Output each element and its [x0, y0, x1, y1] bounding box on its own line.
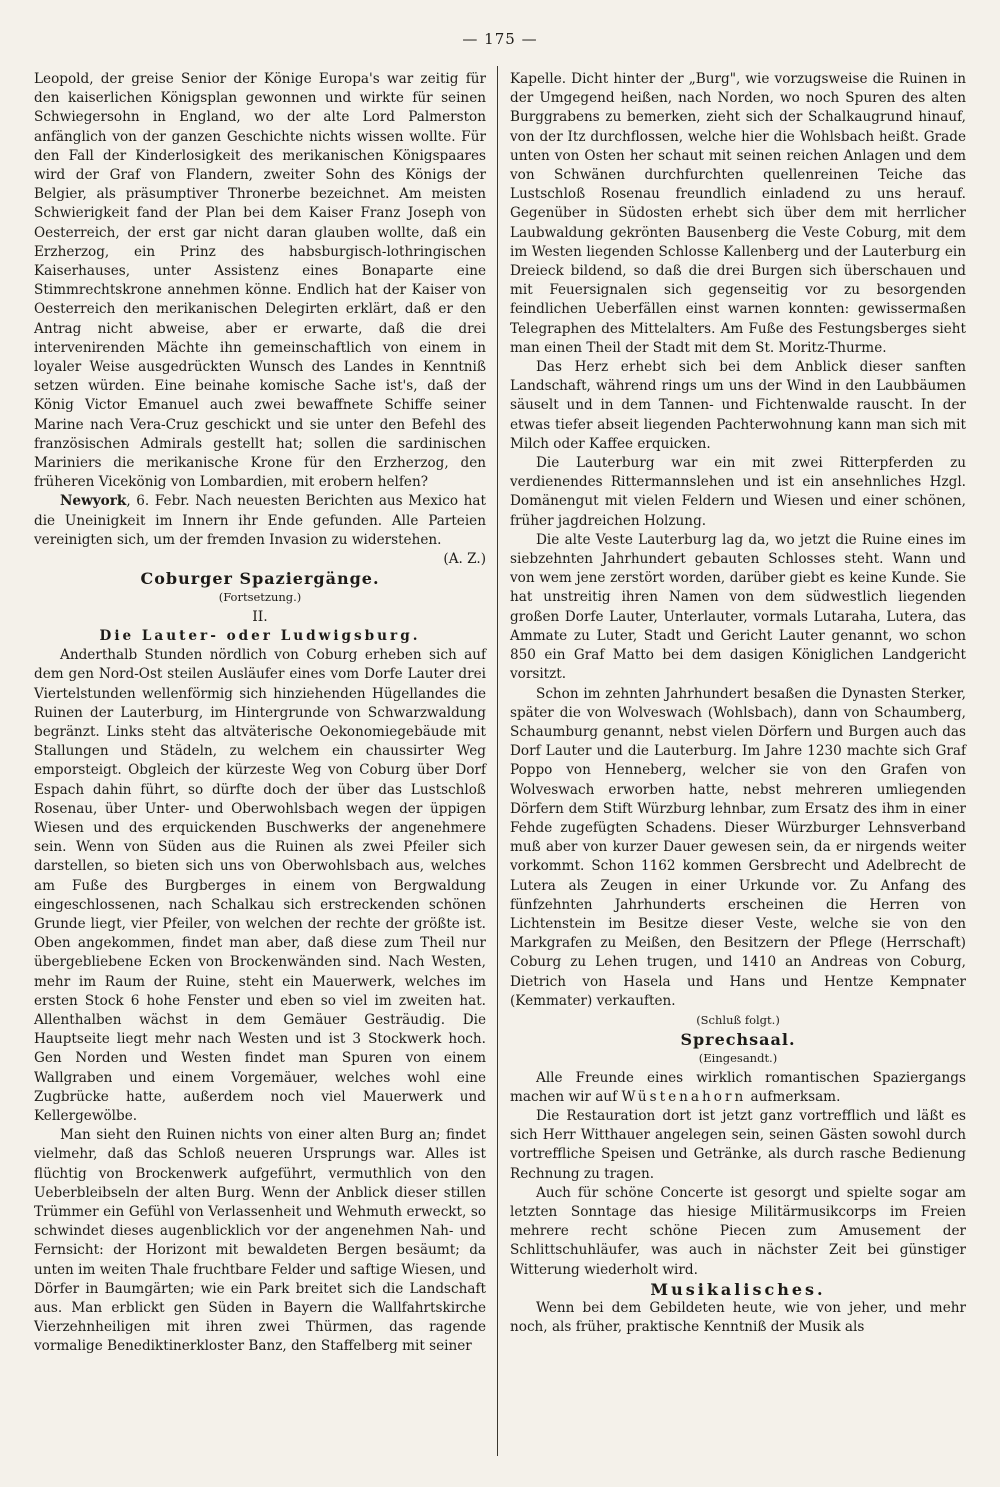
continuation-note: (Fortsetzung.) — [218, 590, 302, 605]
section-subheading: Die Lauter- oder Ludwigsburg. — [99, 627, 421, 644]
article-paragraph — [34, 492, 486, 550]
left-column — [34, 70, 486, 1357]
article-paragraph: Das Herz erhebt sich bei dem Anblick dieser sanften Landschaft, während rings um uns der Wind in den Laubbäumen säuselt und in dem Tannen- und Fichtenwalde rauscht. In der etwas tiefer abseit liegenden Pachterwohnung kann man sich mit Milch oder Kaffee erquicken. — [510, 359, 966, 452]
article-paragraph: Die alte Veste Lauterburg lag da, wo jetzt die Ruine eines im siebzehnten Jahrhundert gebauten Schlosses steht. Wann und von wem jene zerstört worden, darüber giebt es keine Kunde. Sie hat unstreitig ihren Namen von dem südwestlich liegenden großen Dorfe Lauter, Unterlauter, vormals Lutaraha, Lutera, das Ammate zu Luter, Stadt und Gericht Lauter genannt, wo schon 850 ein Graf Matto bei dem dasigen Königlichen Landgericht vorsitzt. — [510, 531, 966, 683]
article-paragraph: Auch für schöne Concerte ist gesorgt und spielte sogar am letzten Sonntage das hiesige Militärmusikcorps im Freien mehrere recht schöne Piecen zum Amusement der Schlittschuhläufer, was auch in nächster Zeit bei günstiger Witterung wiederholt wird. — [510, 1184, 966, 1278]
article-paragraph: Die Lauterburg war ein mit zwei Ritterpferden zu verdienendes Rittermannslehen und ist ein ansehnliches Hzgl. Domänengut mit vielen Feldern und Wiesen und einer schönen, früher jagdreichen Holzung. — [510, 455, 966, 529]
part-number: II. — [252, 608, 268, 625]
page-number: — 175 — — [462, 30, 538, 48]
article-paragraph: Kapelle. Dicht hinter der „Burg", wie vorzugsweise die Ruinen in der Umgegend heißen, nach Norden, wo noch Spuren des alten Burggrabens zu bemerken, zieht sich der Schalkaugrund hinauf, von der Itz durchflossen, welche hier die Wohlsbach heißt. Grade unten von Osten her schaut mit seinen reichen Anlagen und dem von Schwänen durchfurchten quellenreinen Teiche das Lustschloß Rosenau freundlich einladend zu uns herauf. Gegenüber in Südosten erhebt sich über dem mit herrlicher Laubwaldung gekrönten Bausenberg die Veste Coburg, mit dem im Westen liegenden Schlosse Kallenberg und der Lauterburg ein Dreieck bildend, so daß die drei Burgen sich überschauen und mit Feuersignalen sich gegenseitig vor zu besorgenden feindlichen Ueberfällen einst warnen konnten: gewissermaßen Telegraphen des Mittelalters. Am Fuße des Festungsberges sieht man einen Theil der Stadt mit dem St. Moritz-Thurme. — [510, 71, 966, 356]
column-divider — [497, 66, 498, 1456]
article-paragraph: Anderthalb Stunden nördlich von Coburg erheben sich auf dem gen Nord-Ost steilen Ausläufer eines vom Dorfe Lauter drei Viertelstunden wellenförmig sich hinziehenden Hügellandes die Ruinen der Lauterburg, im Hintergrunde von Schwarzwaldung begränzt. Links steht das altväterische Oekonomiegebäude mit Stallungen und Städeln, zu welchem ein chaussirter Weg emporsteigt. Obgleich der kürzeste Weg von Coburg über Dorf Espach dahin führt, so dürfte doch der über das Lustschloß Rosenau, über Unter- und Oberwohlsbach wegen der üppigen Wiesen und des erquickenden Buschwerks der angenehmere sein. Wenn von Süden aus die Ruinen als zwei Pfeiler sich darstellen, so bieten sich uns von Oberwohlsbach aus, welches am Fuße des Burgberges in einem von Bergwaldung eingeschlossenen, nach Schalkau sich erstreckenden schönen Grunde liegt, vier Pfeiler, von welchen der rechte der größte ist. Oben angekommen, findet man aber, daß diese zum Theil nur übergebliebene Ecken von Brockenwänden sind. Nach Westen, mehr im Raum der Ruine, steht ein Mauerwerk, welches im ersten Stock 6 hohe Fenster und eben so viel im zweiten hat. Allenthalben wächst in dem Gemäuer Gesträudig. Die Hauptseite liegt mehr nach Westen und ist 3 Stockwerk hoch. Gen Norden und Westen findet man Spuren von einem Wallgraben und einem Vorgemäuer, welches wohl eine Zugbrücke hatte, außerdem noch viel Mauerwerk und Kellergewölbe. — [34, 647, 486, 1124]
article-paragraph: Die Restauration dort ist jetzt ganz vortrefflich und läßt es sich Herr Witthauer angelegen sein, seinen Gästen sowohl durch vortreffliche Speisen und Getränke, als durch rasche Bedienung Rechnung zu tragen. — [510, 1107, 966, 1182]
submitted-note: (Eingesandt.) — [698, 1051, 778, 1066]
article-paragraph: Alle Freunde eines wirklich romantischen Spaziergangs machen wir auf Wüstenahorn aufmerksam. — [510, 1069, 966, 1105]
dateline: Newyork — [60, 493, 127, 510]
place-name: Wüstenahorn — [621, 1088, 747, 1105]
article-paragraph: Leopold, der greise Senior der Könige Europa's war zeitig für den kaiserlichen Königsplan gewonnen und wirkte für seinen Schwiegersohn in England, wo der alte Lord Palmerston anfänglich von der ganzen Geschichte nichts wissen wollte. Für den Fall der Kinderlosigkeit des merikanischen Königspaares wird der Graf von Flandern, zweiter Sohn des Königs der Belgier, als präsumptiver Thronerbe bezeichnet. Am meisten Schwierigkeit fand der Plan bei dem Kaiser Franz Joseph von Oesterreich, der erst gar nicht daran glauben wollte, daß ein Erzherzog, ein Prinz des habsburgisch-lothringischen Kaiserhauses, unter Assistenz eines Bonaparte eine Stimmrechtskrone annehmen könne. Endlich hat der Kaiser von Oesterreich den merikanischen Delegirten erklärt, daß er den Antrag nicht abweise, aber er erwarte, daß die drei intervenirenden Mächte ihn gemeinschaftlich von einem in loyaler Weise ausgedrückten Wunsch des Landes in Kenntniß setzen würden. Eine beinahe komische Sache ist's, daß der König Victor Emanuel auch zwei bewaffnete Schiffe seiner Marine nach Vera-Cruz geschickt und sie unter den Befehl des französischen Admirals gestellt hat; sollen die sardinischen Mariniers die merikanische Krone für den Erzherzog, den früheren Vicekönig von Lombardien, mit erobern helfen? — [34, 71, 486, 491]
to-be-continued-note: (Schluß folgt.) — [696, 1012, 780, 1027]
article-paragraph: Man sieht den Ruinen nichts von einer alten Burg an; findet vielmehr, daß das Schloß neueren Ursprungs war. Alles ist flüchtig von Brockenwerk aufgeführt, vermuthlich von den Ueberbleibseln der alten Burg. Wenn der Anblick dieser stillen Trümmer ein Gefühl von Verlassenheit und Wehmuth erweckt, so schwindet dieses augenblicklich vor der angenehmen Nah- und Fernsicht: der Horizont mit bewaldeten Bergen besäumt; da unten im weiten Thale fruchtbare Felder und saftige Wiesen, und Dörfer in Baumgärten; wie ein Park breitet sich die Landschaft aus. Man erblickt gen Süden in Bayern die Wallfahrtskirche Vierzehnheiligen mit ihren zwei Thürmen, das ragende vormalige Benediktinerkloster Banz, den Staffelberg mit seiner — [34, 1127, 486, 1355]
article-paragraph: Schon im zehnten Jahrhundert besaßen die Dynasten Sterker, später die von Wolveswach (Wohlsbach), dann von Schaumberg, Schaumburg genannt, nebst vielen Dörfern und Burgen auch das Dorf Lauter und die Lauterburg. Im Jahre 1230 machte sich Graf Poppo von Henneberg, welcher sie von den Grafen von Wolveswach erworben hatte, nebst mehreren umliegenden Dörfern dem Stift Würzburg lehnbar, zum Ersatz des ihm in einer Fehde zugefügten Schadens. Dieser Würzburger Lehnsverband muß aber von kurzer Dauer gewesen sein, da er nirgends weiter vorkommt. Schon 1162 kommen Gersbrecht und Adelbrecht de Lutera als Zeugen in einer Urkunde vor. Zu Anfang des fünfzehnten Jahrhunderts erscheinen die Herren von Lichtenstein im Besitze dieser Veste, welche sie von den Markgrafen zu Meißen, den Besitzern der Pflege (Herrschaft) Coburg zu Lehen trugen, und 1410 an Andreas von Coburg, Dietrich von Hasela und Hans und Hentze Kempnater (Kemmater) verkauften. — [510, 685, 966, 1009]
news-text: , 6. Febr. Nach neuesten Berichten aus Mexico hat die Uneinigkeit im Innern ihr Ende gefunden. Alle Parteien vereinigten sich, um der fremden Invasion zu widerstehen. — [34, 493, 486, 548]
section-heading: Musikalisches. — [650, 1279, 826, 1299]
section-heading: Coburger Spaziergänge. — [140, 569, 380, 589]
right-column — [510, 70, 966, 1337]
article-paragraph: Wenn bei dem Gebildeten heute, wie von jeher, und mehr noch, als früher, praktische Kenntniß der Musik als — [510, 1300, 966, 1336]
section-heading: Sprechsaal. — [680, 1030, 796, 1050]
source-signature: (A. Z.) — [443, 551, 486, 568]
